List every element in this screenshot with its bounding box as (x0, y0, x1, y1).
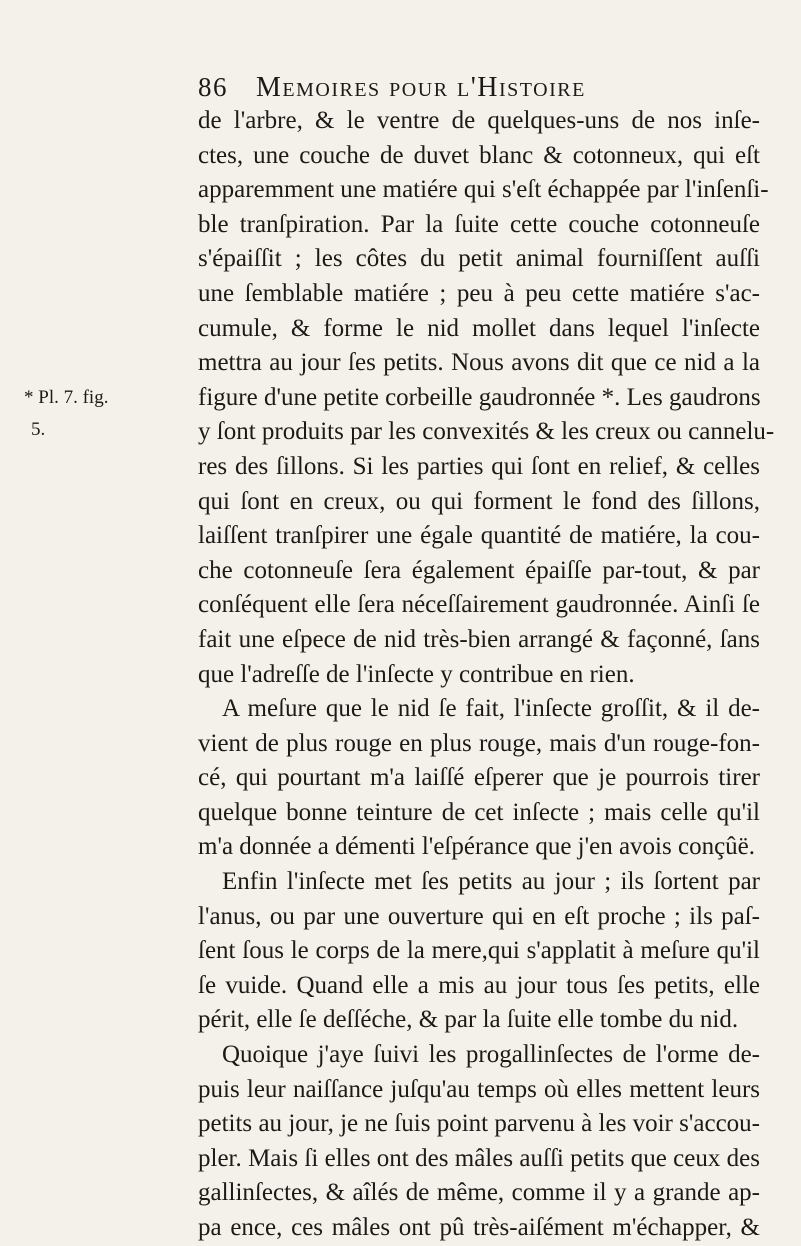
margin-note-figure-number: 5. (31, 419, 46, 440)
text-line: qui ſont en creux, ou qui forment le fond des ſillons, (198, 487, 760, 515)
text-line: une ſemblable matiére ; peu à peu cette matiére s'ac- (198, 279, 760, 307)
text-line: ſent ſous le corps de la mere,qui s'applatit à meſure qu'il (198, 937, 760, 965)
page-number: 86 (198, 72, 228, 102)
text-line: l'anus, ou par une ouverture qui en eſt proche ; ils paſ- (198, 902, 760, 930)
text-line: s'épaiſſit ; les côtes du petit animal fourniſſent auſſi (198, 245, 760, 273)
text-line: ctes, une couche de duvet blanc & cotonneux, qui eſt (198, 141, 760, 169)
text-line: pa ence, ces mâles ont pû très-aiſément m'échapper, & (198, 1214, 760, 1241)
text-line: ble tranſpiration. Par la ſuite cette couche cotonneuſe (198, 210, 760, 238)
text-line: laiſſent tranſpirer une égale quantité de matiére, la cou- (198, 522, 760, 550)
body-text (198, 104, 775, 1246)
running-title: Memoires pour l'Histoire (256, 72, 586, 103)
text-line: conſéquent elle ſera néceſſairement gaudronnée. Ainſi ſe (198, 591, 760, 619)
text-line: cé, qui pourtant m'a laiſſé eſperer que je pourrois tirer (198, 764, 760, 792)
text-line: vient de plus rouge en plus rouge, mais d'un rouge-fon- (198, 729, 760, 757)
text-line: res des ſillons. Si les parties qui ſont en relief, & celles (198, 452, 760, 480)
text-line: m'a donnée a démenti l'eſpérance que j'en avois conçûë. (198, 833, 756, 861)
text-line: figure d'une petite corbeille gaudronnée *. Les gaudrons (198, 383, 761, 411)
running-head (198, 70, 778, 104)
text-line: Enfin l'inſecte met ſes petits au jour ; ils ſortent par (222, 868, 760, 896)
text-line: pler. Mais ſi elles ont des mâles auſſi petits que ceux des (198, 1144, 760, 1172)
text-line: puis leur naiſſance juſqu'au temps où elles mettent leurs (198, 1075, 760, 1103)
text-line: A meſure que le nid ſe fait, l'inſecte groſſit, & il de- (222, 695, 760, 723)
text-line: Quoique j'aye ſuivi les progallinſectes de l'orme de- (222, 1041, 760, 1069)
text-line: que l'adreſſe de l'inſecte y contribue en rien. (198, 660, 635, 688)
text-line: apparemment une matiére qui s'eſt échappée par l'inſenſi- (198, 176, 769, 204)
text-line: quelque bonne teinture de cet inſecte ; mais celle qu'il (198, 798, 760, 826)
text-line: y ſont produits par les convexités & les creux ou cannelu- (198, 418, 775, 446)
text-line: fait une eſpece de nid très-bien arrangé & façonné, ſans (198, 625, 760, 653)
text-line: petits au jour, je ne ſuis point parvenu à les voir s'accou- (198, 1110, 760, 1138)
text-line: gallinſectes, & aîlés de même, comme il y a grande ap- (198, 1179, 760, 1207)
text-line: périt, elle ſe deſſéche, & par la ſuite elle tombe du nid. (198, 1006, 739, 1034)
text-line: cumule, & forme le nid mollet dans lequel l'inſecte (198, 314, 760, 342)
text-line: de l'arbre, & le ventre de quelques-uns de nos inſe- (198, 107, 760, 134)
text-line: che cotonneuſe ſera également épaiſſe par-tout, & par (198, 556, 760, 584)
margin-note-plate-reference: * Pl. 7. fig. (24, 387, 109, 408)
text-line: mettra au jour ſes petits. Nous avons dit que ce nid a la (198, 349, 760, 377)
text-line: ſe vuide. Quand elle a mis au jour tous ſes petits, elle (198, 971, 760, 999)
